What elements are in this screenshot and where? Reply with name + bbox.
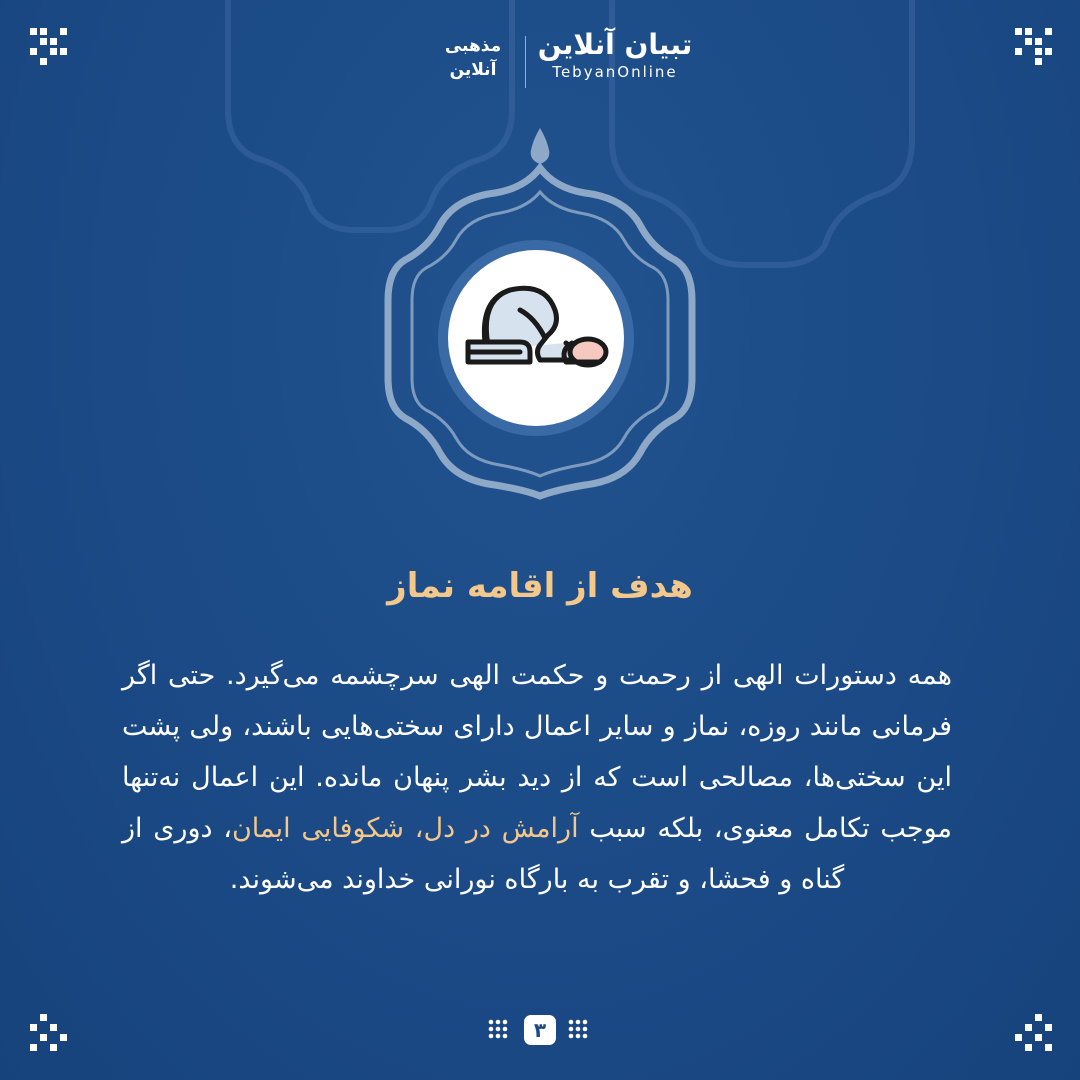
page-number: ۳ — [524, 1015, 556, 1045]
brand-logo — [430, 28, 700, 98]
dots-left-icon — [488, 1019, 512, 1041]
post-body — [122, 650, 952, 905]
dots-right-icon — [568, 1019, 592, 1041]
logo-english: TebyanOnline — [552, 63, 678, 81]
tebyan-logo — [530, 28, 700, 82]
body-text-part2: ، دوری از گناه و فحشا، و تقرب به بارگاه نورانی خداوند می‌شوند. — [122, 813, 845, 895]
post-title: هدف از اقامه نماز — [387, 566, 693, 606]
page-indicator — [480, 1013, 600, 1047]
body-text-part1: همه دستورات الهی از رحمت و حکمت الهی سرچشمه می‌گیرد. حتی اگر فرمانی مانند روزه، نماز و سایر اعمال دارای سختی‌هایی باشند، ولی پشت این سختی‌ها، مصالحی است که از دید بشر پنهان مانده. این اعمال نه‌تنها موجب تکامل معنوی، بلکه سبب — [122, 660, 952, 844]
section-logo-line2: آنلاین — [449, 60, 497, 80]
logo-divider — [525, 36, 526, 88]
section-logo-line1: مذهبی — [444, 36, 502, 56]
body-highlight: آرامش در دل، شکوفایی ایمان — [231, 813, 579, 844]
section-logo — [430, 34, 516, 82]
logo-persian: تبیان آنلاین — [537, 28, 693, 61]
